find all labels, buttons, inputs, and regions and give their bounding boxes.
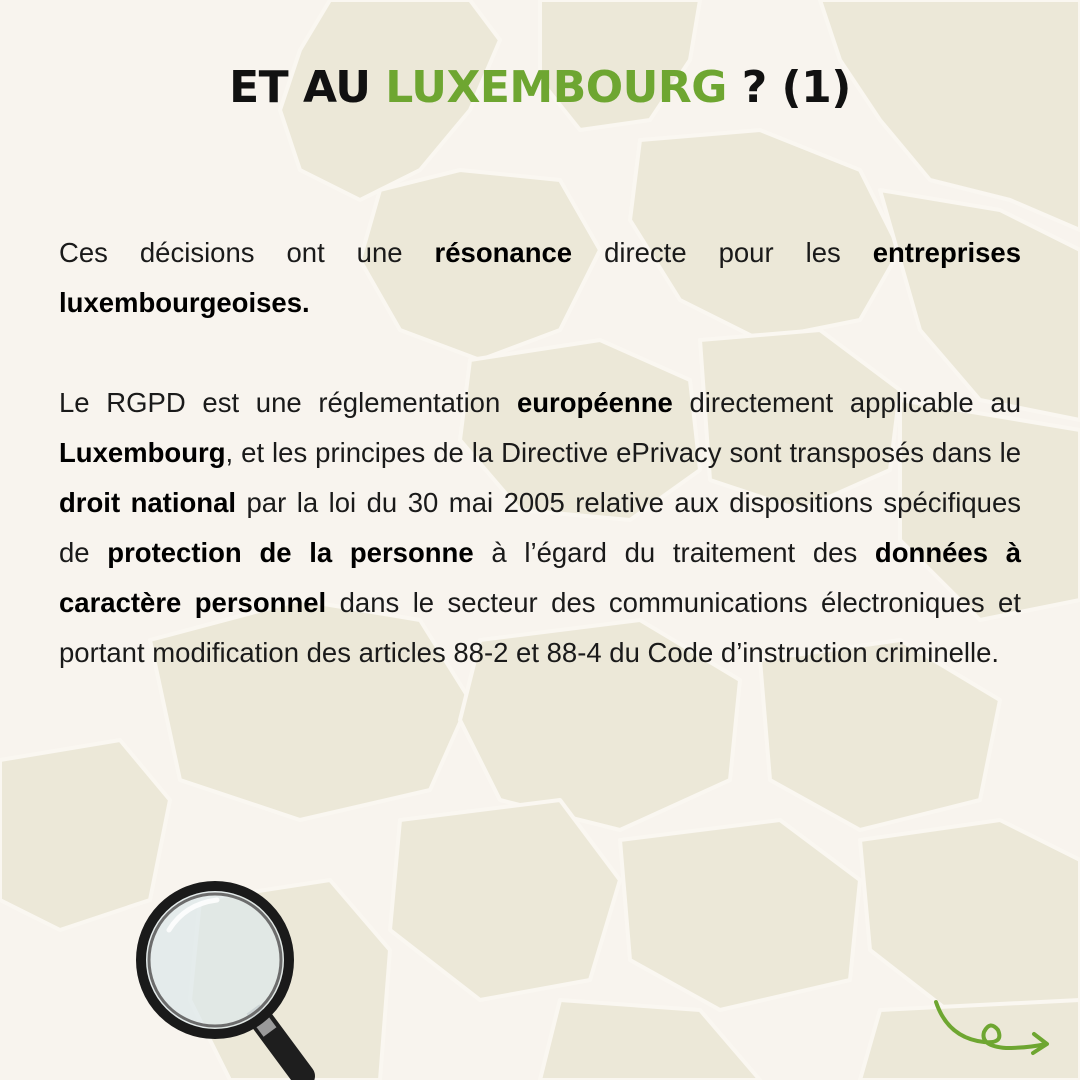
title-highlight: LUXEMBOURG [385,62,727,113]
page-title [0,62,1080,113]
paragraph-1 [59,228,1021,328]
paragraph-2-text-5: à l’égard du traitement des [473,537,875,568]
paragraph-2-bold-5: données à caractère personnel [59,537,1021,618]
paragraph-1-text-2: directe pour les [572,237,873,268]
paragraph-2-text-2: directement applicable au [672,387,1021,418]
title-part-1: ET AU [229,62,386,113]
paragraph-2-bold-4: protection de la personne [107,537,474,568]
paragraph-2-text-6: dans le secteur des communications électroniques et portant modification des articles 88-2 et 88-4 du Code d’instruction criminelle. [59,587,1021,668]
paragraph-2-bold-1: européenne [516,387,673,418]
paragraph-2 [59,378,1021,678]
paragraph-2-bold-2: Luxembourg [59,437,226,468]
paragraph-2-text-4: par la loi du 30 mai 2005 relative aux dispositions spécifiques de [59,487,1021,568]
magnifying-glass-icon [125,872,325,1080]
paragraph-2-text-1: Le RGPD est une réglementation [59,387,517,418]
paragraph-1-bold-2: entreprises luxembourgeoises. [59,237,1021,318]
paragraph-1-text-1: Ces décisions ont une [59,237,435,268]
paragraph-2-text-3: , et les principes de la Directive ePrivacy sont transposés dans le [225,437,1021,468]
title-part-2: ? (1) [726,62,851,113]
paragraph-1-bold-1: résonance [434,237,573,268]
body-text [59,228,1021,678]
paragraph-2-bold-3: droit national [59,487,237,518]
next-arrow-icon[interactable] [928,996,1056,1060]
